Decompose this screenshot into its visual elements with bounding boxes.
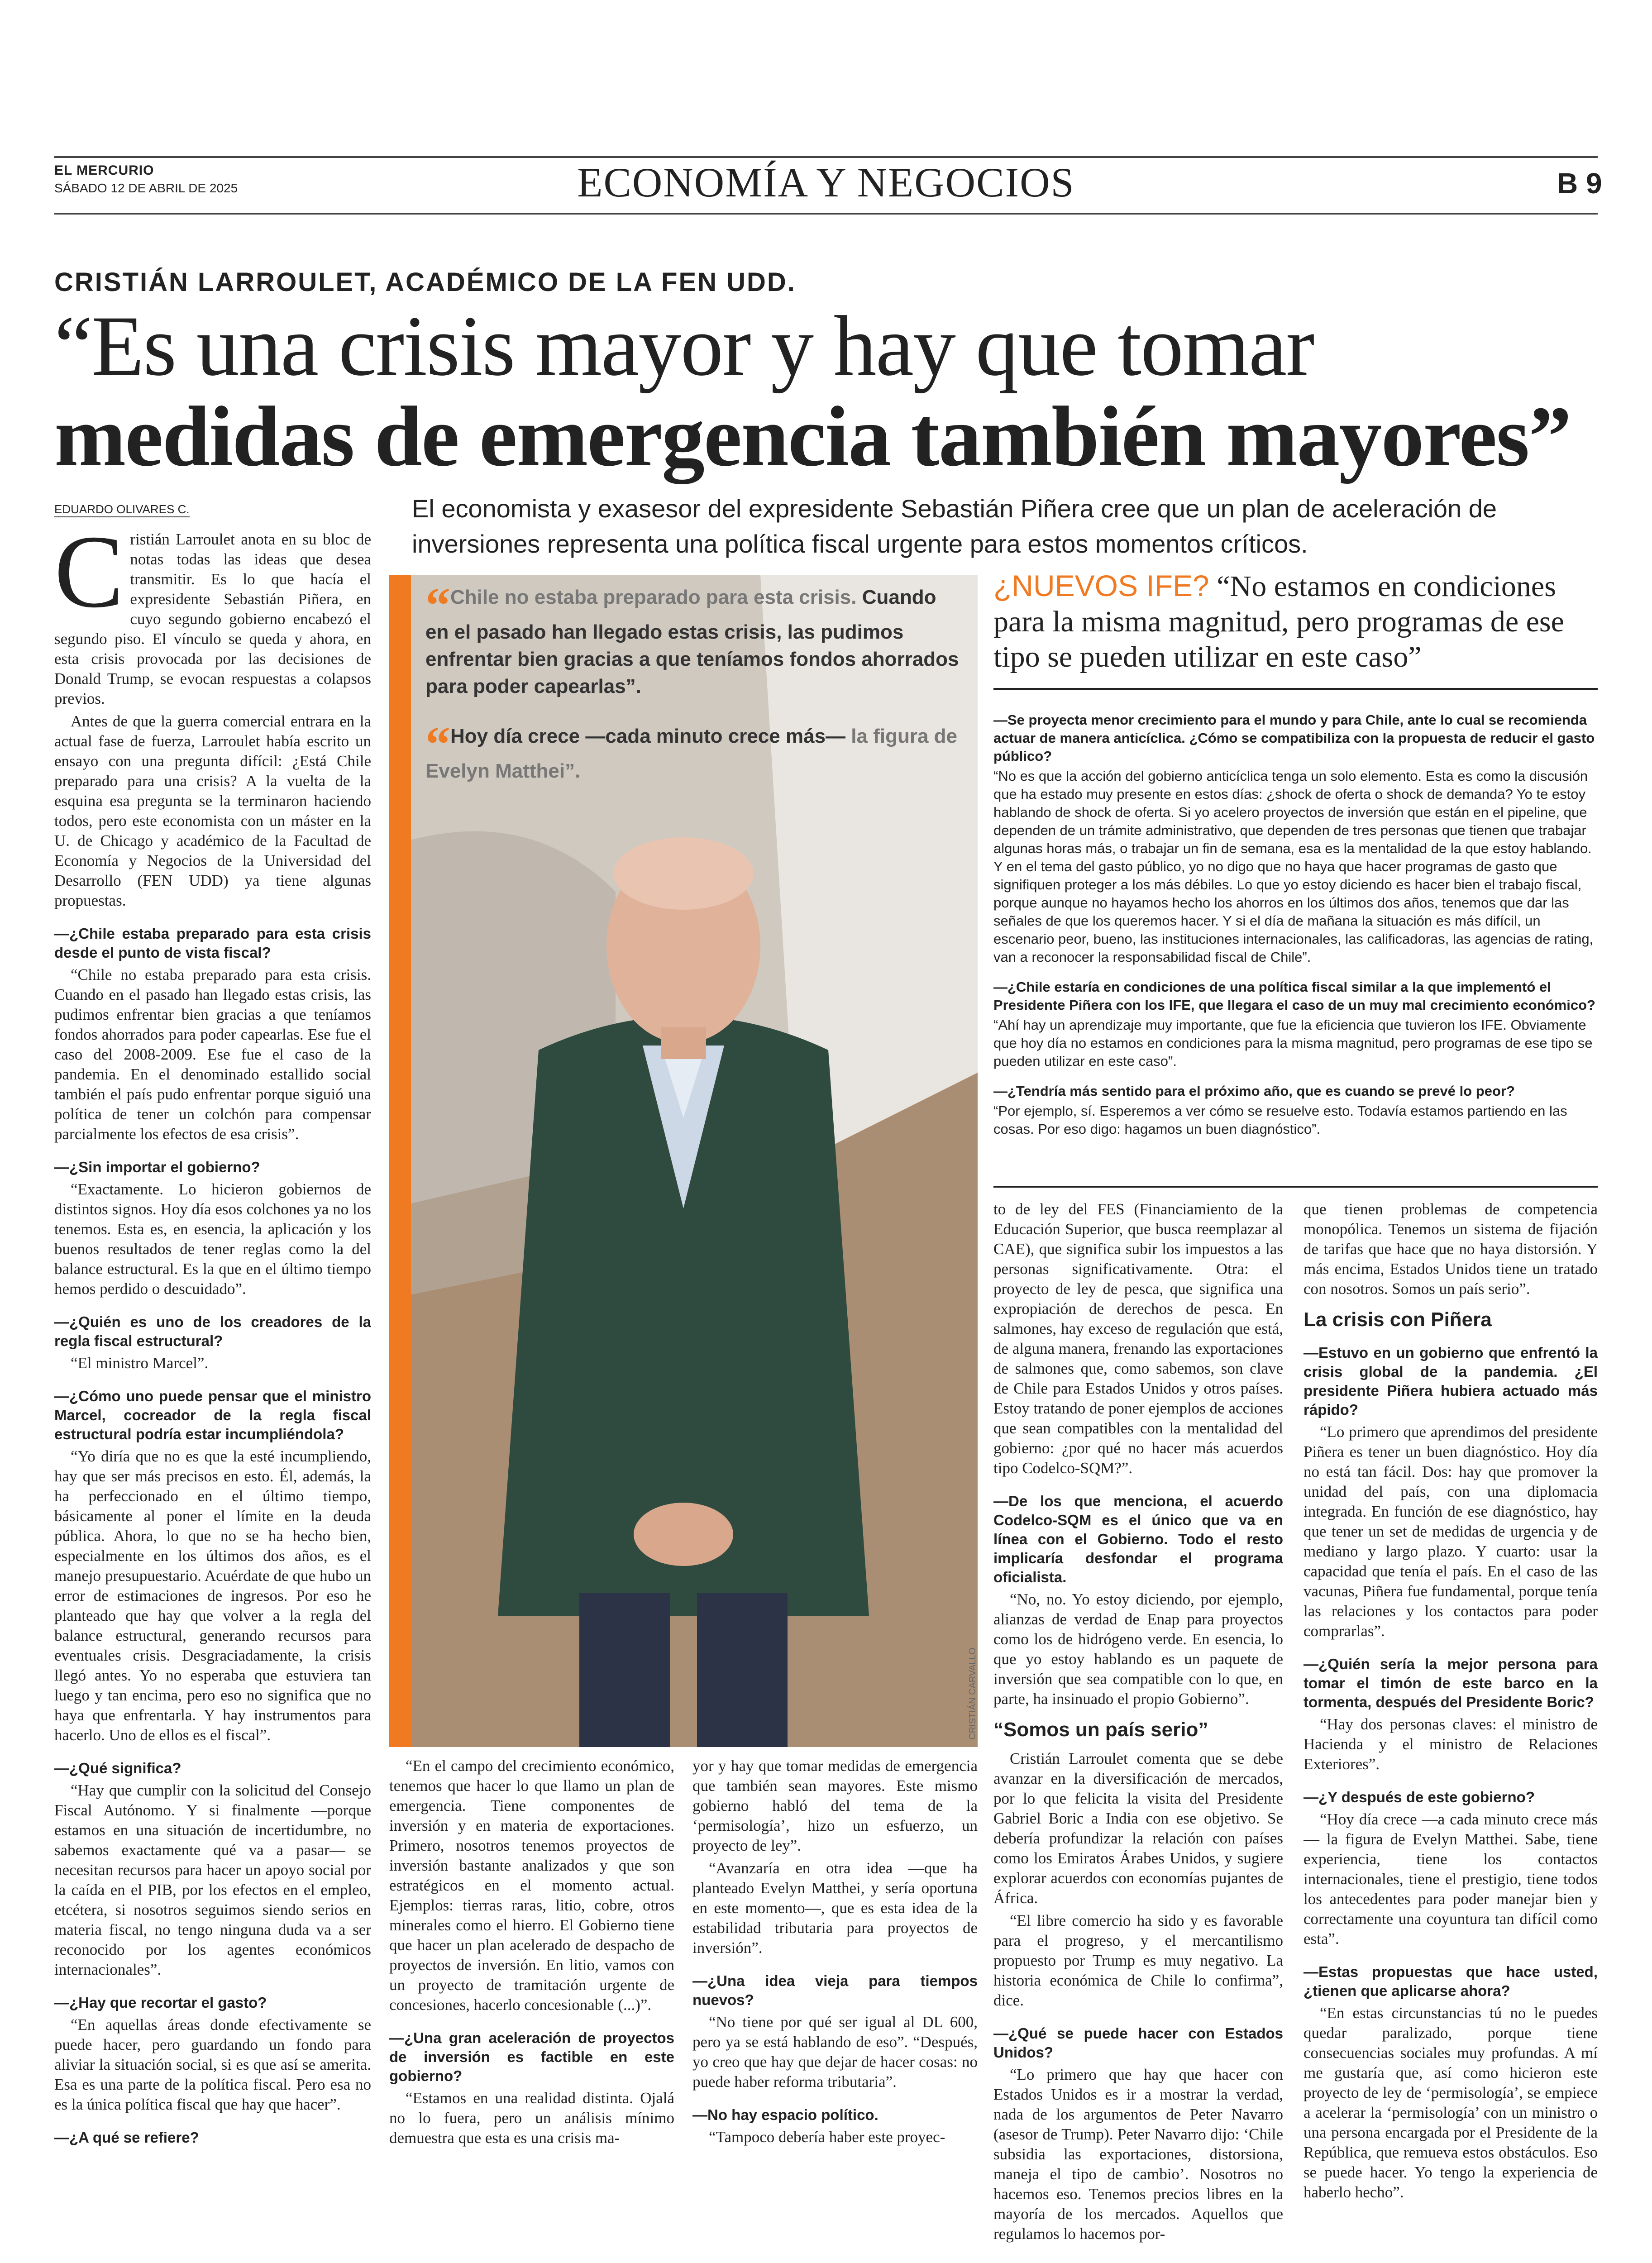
- interview-question: —¿Hay que recortar el gasto?: [54, 1994, 267, 2011]
- paragraph: “Hay dos personas claves: el ministro de Hacienda y el ministro de Relaciones Exteriores”.: [1303, 1715, 1598, 1773]
- paragraph: “Por ejemplo, sí. Esperemos a ver cómo se resuelve esto. Todavía estamos partiendo en las cosas. Por eso digo: hagamos un buen diagnóstico”.: [993, 1103, 1567, 1137]
- byline: EDUARDO OLIVARES C.: [54, 502, 190, 517]
- paragraph: “Hay que cumplir con la solicitud del Consejo Fiscal Autónomo. Y si finalmente —porque estamos en una situación de incertidumbre, no sabemos exactamente qué va a pasar— se necesitan recursos para hacer un apoyo social por la caída en el PIB, por los efectos en el empleo, etcétera, si nosotros seguimos siendo serios en materia fiscal, no tengo ninguna duda va a ser reconocido por los agentes económicos internacionales”.: [54, 1781, 371, 1978]
- interview-question: —¿Qué significa?: [54, 1760, 181, 1776]
- interview-question: —¿Chile estaba preparado para esta crisis desde el punto de vista fiscal?: [54, 925, 371, 961]
- article-column-1: [54, 530, 371, 2249]
- paragraph: “El ministro Marcel”.: [71, 1354, 209, 1372]
- ife-bottom-rule: [993, 1186, 1598, 1188]
- interview-question: —¿Quién es uno de los creadores de la regla fiscal estructural?: [54, 1313, 371, 1349]
- paragraph: “No es que la acción del gobierno anticíclica tenga un solo elemento. Esta es como la discusión que ha estado muy presente en estos días: ¿shock de oferta o shock de demanda? Yo te estoy hablando de shock de oferta. Si yo acelero proyectos de inversión que están en el pipeline, que dependen de un trámite administrativo, que dependen de tres personas que tienen que trabajar algunas horas más, o trabajar un fin de semana, esa es la mentalidad de la que estoy hablando. Y en el tema del gasto público, yo no digo que no haya que hacer programas de gasto que signifiquen proteger a los más débiles. Lo que yo estoy diciendo es hacer bien el trabajo fiscal, porque aunque no hayamos hecho los ahorros en los últimos dos años, tenemos que dar las señales de que los queremos hacer. Y si el día de mañana la situación es más difícil, un escenario peor, bueno, las instituciones internacionales, las calificadoras, las agencias de rating, van a reconocer la responsabilidad fiscal de Chile”.: [993, 768, 1594, 965]
- article-column-5: [1303, 1199, 1598, 2249]
- paragraph: “Lo primero que hay que hacer con Estados Unidos es ir a mostrar la verdad, nada de los argumentos de Peter Navarro (asesor de Trump). Peter Navarro dijo: ‘Chile subsidia las exportaciones, distorsiona, maneja el tipo de cambio’. Nosotros no hacemos eso. Tenemos precios libres en la mayoría de los mercados. Aquellos que regulamos lo hacemos por-: [993, 2066, 1283, 2243]
- pullquote-1-text: Cuando en el pasado han llegado estas crisis, las pudimos enfrentar bien gracias a que teníamos fondos ahorrados para poder capearlas”.: [425, 586, 959, 697]
- ife-heading: [993, 568, 1595, 675]
- page-number: B 9: [1557, 167, 1602, 200]
- paragraph: “No, no. Yo estoy diciendo, por ejemplo, alianzas de verdad de Enap para proyectos como los de hidrógeno verde. En esencia, lo que yo estoy hablando es un paquete de inversión que sea compatible con lo que, en parte, ha insinuado el propio Gobierno”.: [993, 1590, 1283, 1708]
- pullquote: [425, 578, 960, 785]
- issue-date: SÁBADO 12 DE ABRIL DE 2025: [54, 181, 238, 195]
- section-title: ECONOMÍA Y NEGOCIOS: [577, 159, 1075, 205]
- subheading: “Somos un país serio”: [993, 1719, 1208, 1741]
- article-kicker: CRISTIÁN LARROULET, ACADÉMICO DE LA FEN UDD.: [54, 267, 796, 297]
- interview-question: —¿Qué se puede hacer con Estados Unidos?: [993, 2025, 1283, 2061]
- interview-question: —¿A qué se refiere?: [54, 2129, 199, 2146]
- ife-title: “No estamos en condiciones para la misma magnitud, pero programas de ese tipo se pueden utilizar en este caso”: [993, 570, 1564, 673]
- interview-question: —¿Cómo uno puede pensar que el ministro Marcel, cocreador de la regla fiscal estructural podría estar incumpliéndola?: [54, 1388, 371, 1442]
- paragraph: “Lo primero que aprendimos del presidente Piñera es tener un buen diagnóstico. Hoy día no está tan fácil. Dos: hay que promover la unidad del país, con una diplomacia integrada. En función de ese diagnóstico, hay que tener un set de medidas de urgencia y de mediano y largo plazo. Y cuarto: usar la capacidad que tenía el país. En el caso de las vacunas, Piñera fue fundamental, porque tenía las relaciones y los contactos para poder comprarlas”.: [1303, 1423, 1598, 1640]
- paragraph: que tienen problemas de competencia monopólica. Tenemos un sistema de fijación de tarifas que hace que no haya distorsión. Y más encima, Estados Unidos tiene un tratado con nosotros. Somos un país serio”.: [1303, 1200, 1598, 1298]
- interview-question: —¿Una idea vieja para tiempos nuevos?: [692, 1972, 978, 2008]
- article-column-2: [389, 1756, 674, 2249]
- paragraph: “En el campo del crecimiento económico, tenemos que hacer lo que llamo un plan de emergencia. Tiene componentes de inversión y en materia de exportaciones. Primero, nosotros tenemos proyectos de inversión bastante analizados y que son estratégicos en el momento actual. Ejemplos: tierras raras, litio, cobre, otros minerales como el hierro. El Gobierno tiene que hacer un plan acelerado de despacho de proyectos de inversión. En litio, vamos con un proyecto de tramitación urgente de concesiones, hacerlo concesionable (...)”.: [389, 1757, 674, 2014]
- header-rule-bottom: [54, 213, 1598, 215]
- pullquote-1-lead: Chile no estaba preparado para esta crisis.: [450, 586, 857, 608]
- interview-question: —De los que menciona, el acuerdo Codelco-SQM es el único que va en línea con el Gobierno. Todo el resto implicaría desfondar el programa oficialista.: [993, 1493, 1283, 1585]
- pullquote-2-tail: la figura de Evelyn Matthei”.: [425, 725, 957, 782]
- pullquote-1: [425, 578, 960, 700]
- subheading: La crisis con Piñera: [1303, 1308, 1492, 1331]
- paragraph: Cristián Larroulet comenta que se debe avanzar en la diversificación de mercados, por lo que felicita la visita del Presidente Gabriel Boric a India con ese objetivo. Se debería profundizar la relación con países como los Emiratos Árabes Unidos, y sugiere explorar acuerdos con economías pujantes de África.: [993, 1750, 1283, 1907]
- ife-rule: [993, 688, 1598, 690]
- newspaper-brand: EL MERCURIO: [54, 163, 154, 178]
- interview-question: —Se proyecta menor crecimiento para el mundo y para Chile, ante lo cual se recomienda actuar de manera anticíclica. ¿Cómo se compatibiliza con la propuesta de reducir el gasto público?: [993, 712, 1595, 764]
- paragraph: “En aquellas áreas donde efectivamente se puede hacer, pero guardando un fondo para aliviar la situación social, si es que así se amerita. Esa es una parte de la política fiscal. Pero esa no es la única política fiscal que hay que hacer”.: [54, 2016, 371, 2113]
- article-column-4: [993, 1199, 1283, 2249]
- paragraph: Antes de que la guerra comercial entrara en la actual fase de fuerza, Larroulet había escrito un ensayo con una pregunta difícil: ¿Está Chile preparado para una crisis? A la vuelta de la esquina esa pregunta se la terminaron haciendo todos, pero este economista con un máster en la U. de Chicago y académico de la Facultad de Economía y Negocios de la Universidad del Desarrollo (FEN UDD) ya tiene algunas propuestas.: [54, 712, 371, 909]
- quote-mark-icon: “: [425, 578, 450, 633]
- paragraph: “Hoy día crece —a cada minuto crece más— la figura de Evelyn Matthei. Sabe, tiene experiencia, tiene los contactos internacionales, tiene el prestigio, tiene todos los antecedentes para poder manejar bien y correctamente una coyuntura tan difícil como esta”.: [1303, 1810, 1598, 1948]
- interview-question: —¿Sin importar el gobierno?: [54, 1159, 260, 1175]
- headline-line-1: “Es una crisis mayor y hay que tomar: [54, 299, 1314, 394]
- ife-tag: ¿NUEVOS IFE?: [993, 569, 1209, 602]
- paragraph: “Estamos en una realidad distinta. Ojalá no lo fuera, pero un análisis mínimo demuestra que esta es una crisis ma-: [389, 2089, 674, 2147]
- interview-question: —Estas propuestas que hace usted, ¿tienen que aplicarse ahora?: [1303, 1963, 1598, 1999]
- interview-question: —¿Una gran aceleración de proyectos de inversión es factible en este gobierno?: [389, 2029, 674, 2084]
- interview-question: —¿Y después de este gobierno?: [1303, 1789, 1535, 1805]
- pullquote-2: [425, 716, 960, 785]
- paragraph: “Exactamente. Lo hicieron gobiernos de distintos signos. Hoy día esos colchones ya no los tenemos. Esta es, en esencia, la aplicación y los buenos resultados de tener reglas como la del balance estructural. Es la que en el último tiempo hemos perdido o descuidado”.: [54, 1180, 371, 1298]
- paragraph: “Avanzaría en otra idea —que ha planteado Evelyn Matthei, y sería oportuna en este momento—, que es esta idea de la estabilidad tributaria para proyectos de inversión”.: [692, 1859, 978, 1957]
- interview-question: —¿Tendría más sentido para el próximo año, que es cuando se prevé lo peor?: [993, 1083, 1515, 1099]
- lede: El economista y exasesor del expresidente Sebastián Piñera cree que un plan de aceleración de inversiones representa una política fiscal urgente para estos momentos críticos.: [412, 494, 1497, 558]
- ife-body: [993, 699, 1598, 1140]
- paragraph: “Tampoco debería haber este proyec-: [709, 2128, 945, 2146]
- interview-question: —Estuvo en un gobierno que enfrentó la crisis global de la pandemia. ¿El presidente Piñera hubiera actuado más rápido?: [1303, 1344, 1598, 1418]
- paragraph: “Chile no estaba preparado para esta crisis. Cuando en el pasado han llegado estas crisis, las pudimos enfrentar bien gracias a que teníamos fondos ahorrados para poder capearlas. Ese fue el caso del 2008-2009. Ese fue el caso de la pandemia. En el denominado estallido social también el país pudo enfrentar porque siguió una política de tener un colchón para compensar parcialmente los efectos de esa crisis”.: [54, 966, 371, 1143]
- header-rule-top: [54, 156, 1598, 158]
- pullquote-accent-bar: [389, 575, 411, 1747]
- drop-cap: C: [54, 530, 124, 629]
- photo-credit: CRISTIÁN CARVALLO: [968, 1647, 978, 1740]
- interview-question: —No hay espacio político.: [692, 2106, 879, 2123]
- quote-mark-icon: “: [425, 716, 450, 772]
- paragraph: yor y hay que tomar medidas de emergencia que también sean mayores. Este mismo gobierno habló del tema de la ‘permisología’, hizo un esfuerzo, un proyecto de ley”.: [692, 1757, 978, 1854]
- interview-question: —¿Chile estaría en condiciones de una política fiscal similar a la que implementó el Presidente Piñera con los IFE, que llegara el caso de un muy mal crecimiento económico?: [993, 979, 1595, 1013]
- paragraph: “El libre comercio ha sido y es favorable para el progreso, y el mercantilismo propuesto por Trump es muy negativo. La historia económica de Chile lo confirma”, dice.: [993, 1912, 1283, 2009]
- paragraph: to de ley del FES (Financiamiento de la Educación Superior, que busca reemplazar al CAE), que significa subir los impuestos a las personas significativamente. Otra: el proyecto de ley de pesca, que significa una expropiación de derechos de pesca. En salmones, hay exceso de regulación que está, de alguna manera, frenando las exportaciones de salmones que, como sabemos, son clave de Chile para Estados Unidos y otros países. Estoy tratando de poner ejemplos de acciones que sean compatibles con la mentalidad del gobierno: ¿por qué no hacer más acuerdos tipo Codelco-SQM?”.: [993, 1200, 1283, 1477]
- pullquote-2-text: Hoy día crece —cada minuto crece más—: [450, 725, 851, 747]
- paragraph: ristián Larroulet anota en su bloc de notas todas las ideas que desea transmitir. Es lo que hacía el expresidente Sebastián Piñera, en cuyo segundo gobierno encabezó el segundo piso. El vínculo se queda y ahora, en esta crisis provocada por las decisiones de Donald Trump, se evocan respuestas a colapsos previos.: [54, 530, 371, 707]
- interview-question: —¿Quién sería la mejor persona para tomar el timón de este barco en la tormenta, después del Presidente Boric?: [1303, 1656, 1598, 1710]
- paragraph: “Ahí hay un aprendizaje muy importante, que fue la eficiencia que tuvieron los IFE. Obviamente que hoy día no estamos en condiciones para la misma magnitud, pero programas de ese tipo se pueden utilizar en este caso”.: [993, 1017, 1593, 1069]
- article-column-3: [692, 1756, 978, 2249]
- paragraph: “No tiene por qué ser igual al DL 600, pero ya se está hablando de eso”. “Después, yo creo que hay que dejar de hacer cosas: no puede haber reforma tributaria”.: [692, 2013, 978, 2091]
- paragraph: “En estas circunstancias tú no le puedes quedar paralizado, porque tiene consecuencias sociales muy profundas. A mí me gustaría que, así como hicieron este proyecto de ley de ‘permisología’, se empiece a acelerar la ‘permisología’ con un ministro o una persona encargada por el Presidente de la República, que remueva estos obstáculos. Eso se puede hacer. Yo tengo la experiencia de haberlo hecho”.: [1303, 2004, 1598, 2201]
- headline-line-2: medidas de emergencia también mayores”: [54, 389, 1571, 484]
- paragraph: “Yo diría que no es que la esté incumpliendo, hay que ser más precisos en esto. Él, además, la ha perfeccionado en el último tiempo, básicamente al poner el límite en la deuda pública. Ahora, lo que no se ha hecho bien, especialmente en los últimos dos años, es el manejo presupuestario. Acuérdate de que hubo un error de estimaciones de ingresos. Por eso he planteado que hay que volver a la regla del balance estructural, generando recursos para eventuales crisis. Desgraciadamente, la crisis llegó antes. Yo no esperaba que estuviera tan luego y tan encima, pero eso no significa que no haya que enfrentarla. Y hay instrumentos para hacerlo. Uno de ellos es el fiscal”.: [54, 1447, 371, 1744]
